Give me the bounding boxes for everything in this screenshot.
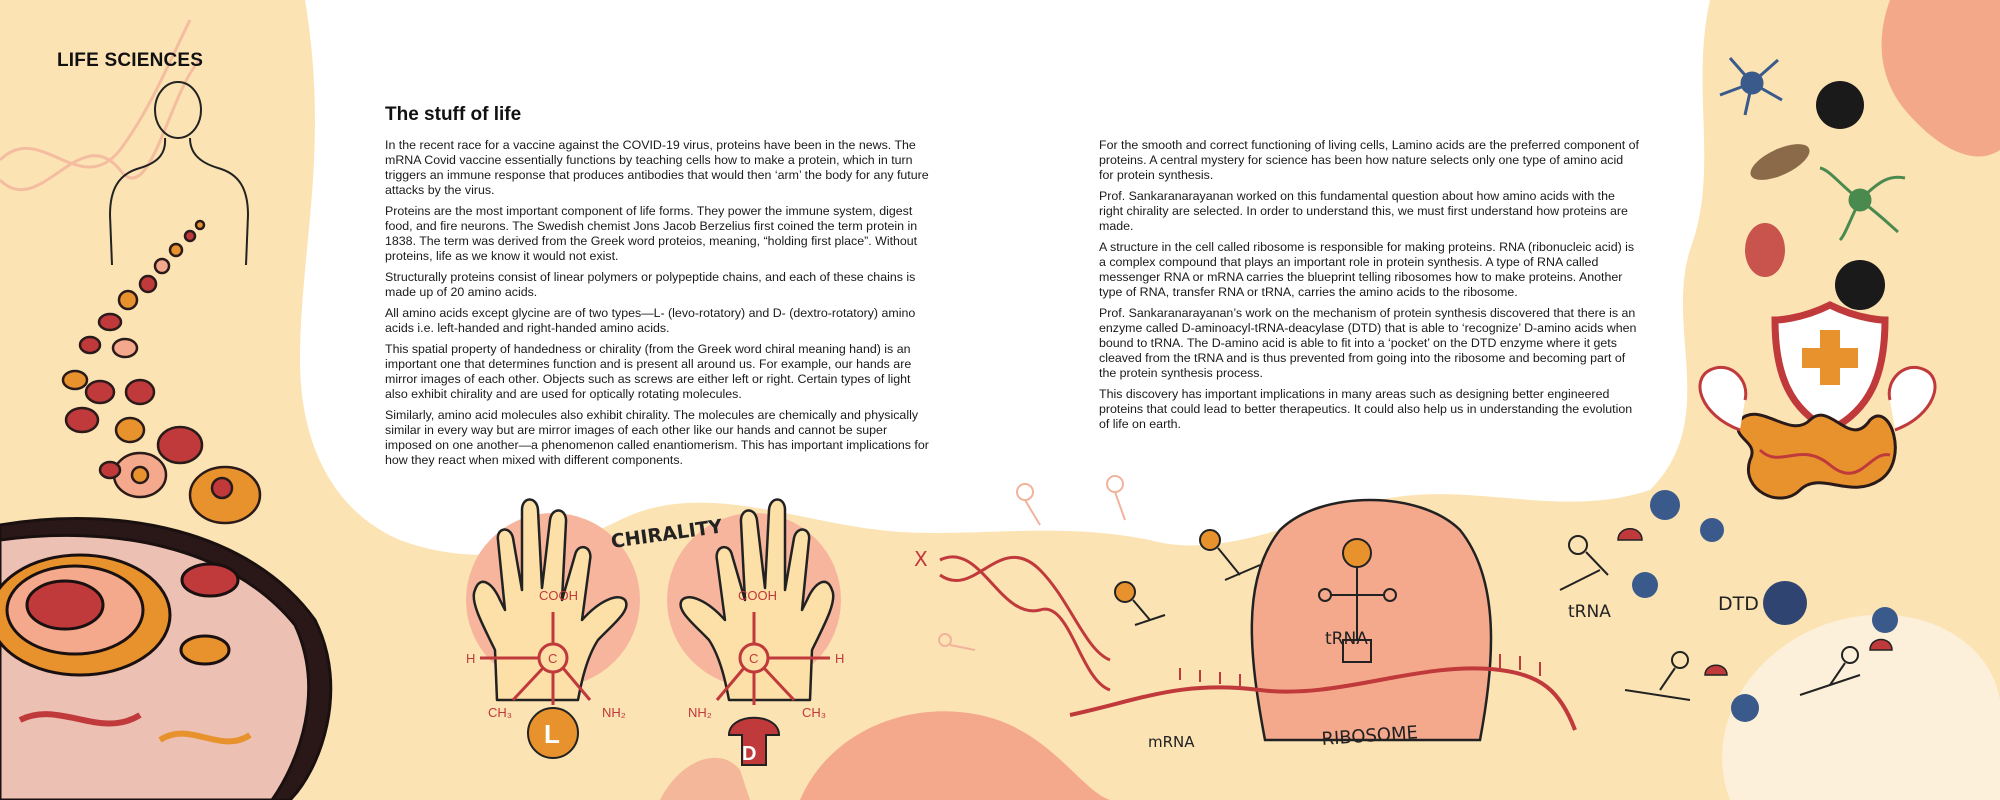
article-title: The stuff of life xyxy=(385,104,522,125)
trna-label-ribosome: tRNA xyxy=(1325,629,1368,649)
paragraph: Prof. Sankaranarayanan’s work on the mechanism of protein synthesis discovered that there is an enzyme called D-aminoacyl-tRNA-deacylase (DTD) that is able to ‘recognize’ D-amino acids when bound to tRNA. The D-amino acid is able to fit into a ‘pocket’ on the DTD enzyme where it gets cleaved from the tRNA and is thus prevented from going into the ribosome and becoming part of the protein synthesis process. xyxy=(1099,306,1637,380)
dtd-label: DTD xyxy=(1718,593,1759,615)
right-c-label: C xyxy=(749,651,759,666)
right-ch3-label: CH₃ xyxy=(802,705,827,720)
paragraph: All amino acids except glycine are of two types—L- (levo-rotatory) and D- (dextro-rotatory) amino acids i.e. left-handed and right-handed amino acids. xyxy=(385,306,916,335)
right-h-label: H xyxy=(835,651,845,666)
left-nh2-label: NH₂ xyxy=(602,705,626,720)
paragraph: Structurally proteins consist of linear polymers or polypeptide chains, and each of these chains is made up of 20 amino acids. xyxy=(385,270,916,299)
section-label: LIFE SCIENCES xyxy=(57,50,204,71)
paragraph: A structure in the cell called ribosome is responsible for making proteins. RNA (ribonucleic acid) is a complex compound that plays an important role in protein synthesis. A type of RNA called messenger RNA or mRNA carries the blueprint telling ribosomes how to make proteins. Another type of RNA, transfer RNA or tRNA, carries the amino acids to the ribosome. xyxy=(1099,240,1635,299)
d-label: D xyxy=(742,743,757,765)
left-cooh-label: COOH xyxy=(539,588,578,603)
mrna-label: mRNA xyxy=(1148,733,1195,751)
left-h-label: H xyxy=(466,651,476,666)
left-c-label: C xyxy=(548,651,558,666)
right-nh2-label: NH₂ xyxy=(688,705,712,720)
right-cooh-label: COOH xyxy=(738,588,777,603)
ribosome-label: RIBOSOME xyxy=(1320,722,1419,750)
paragraph: Prof. Sankaranarayanan worked on this fundamental question about how amino acids with the right chirality are selected. In order to understand this, we must first understand how proteins are made. xyxy=(1099,189,1628,233)
paragraph: This spatial property of handedness or chirality (from the Greek word chiral meaning hand) is an important one that determines function and is present all around us. For example, our hands are mirror images of each other. Objects such as screws are either left or right. Certain types of light also exhibit chirality and are used for optically rotating molecules. xyxy=(385,342,912,401)
paragraph: Similarly, amino acid molecules also exhibit chirality. The molecules are chemically and physically similar in every way but are mirror images of each other like our hands and cannot be super imposed on one another—a phenomenon called enantiomerism. This has important implications for how they react when mixed with different components. xyxy=(385,408,929,467)
left-ch3-label: CH₃ xyxy=(488,705,513,720)
trna-label-right: tRNA xyxy=(1568,602,1611,622)
chirality-label: CHIRALITY xyxy=(609,515,724,553)
paragraph: For the smooth and correct functioning of living cells, Lamino acids are the preferred component of proteins. A central mystery for science has been how nature selects only one type of amino acid for protein synthesis. xyxy=(1099,138,1639,182)
paragraph: This discovery has important implications in many areas such as designing better engineered proteins that could lead to better therapeutics. It could also help us in understanding the evolution of life on earth. xyxy=(1099,387,1633,431)
l-label: L xyxy=(544,719,560,749)
x-label: X xyxy=(914,547,928,571)
paragraph: Proteins are the most important component of life forms. They power the immune system, digest food, and fire neurons. The Swedish chemist Jons Jacob Berzelius first coined the term protein in 1838. The term was derived from the Greek word proteios, meaning, “holding first place”. Without proteins, life as we know it would not exist. xyxy=(385,204,918,263)
paragraph: In the recent race for a vaccine against the COVID-19 virus, proteins have been in the news. The mRNA Covid vaccine essentially functions by teaching cells how to make a protein, which in turn triggers an immune response that produces antibodies that would then ‘arm’ the body for any future attacks by the virus. xyxy=(385,138,929,197)
